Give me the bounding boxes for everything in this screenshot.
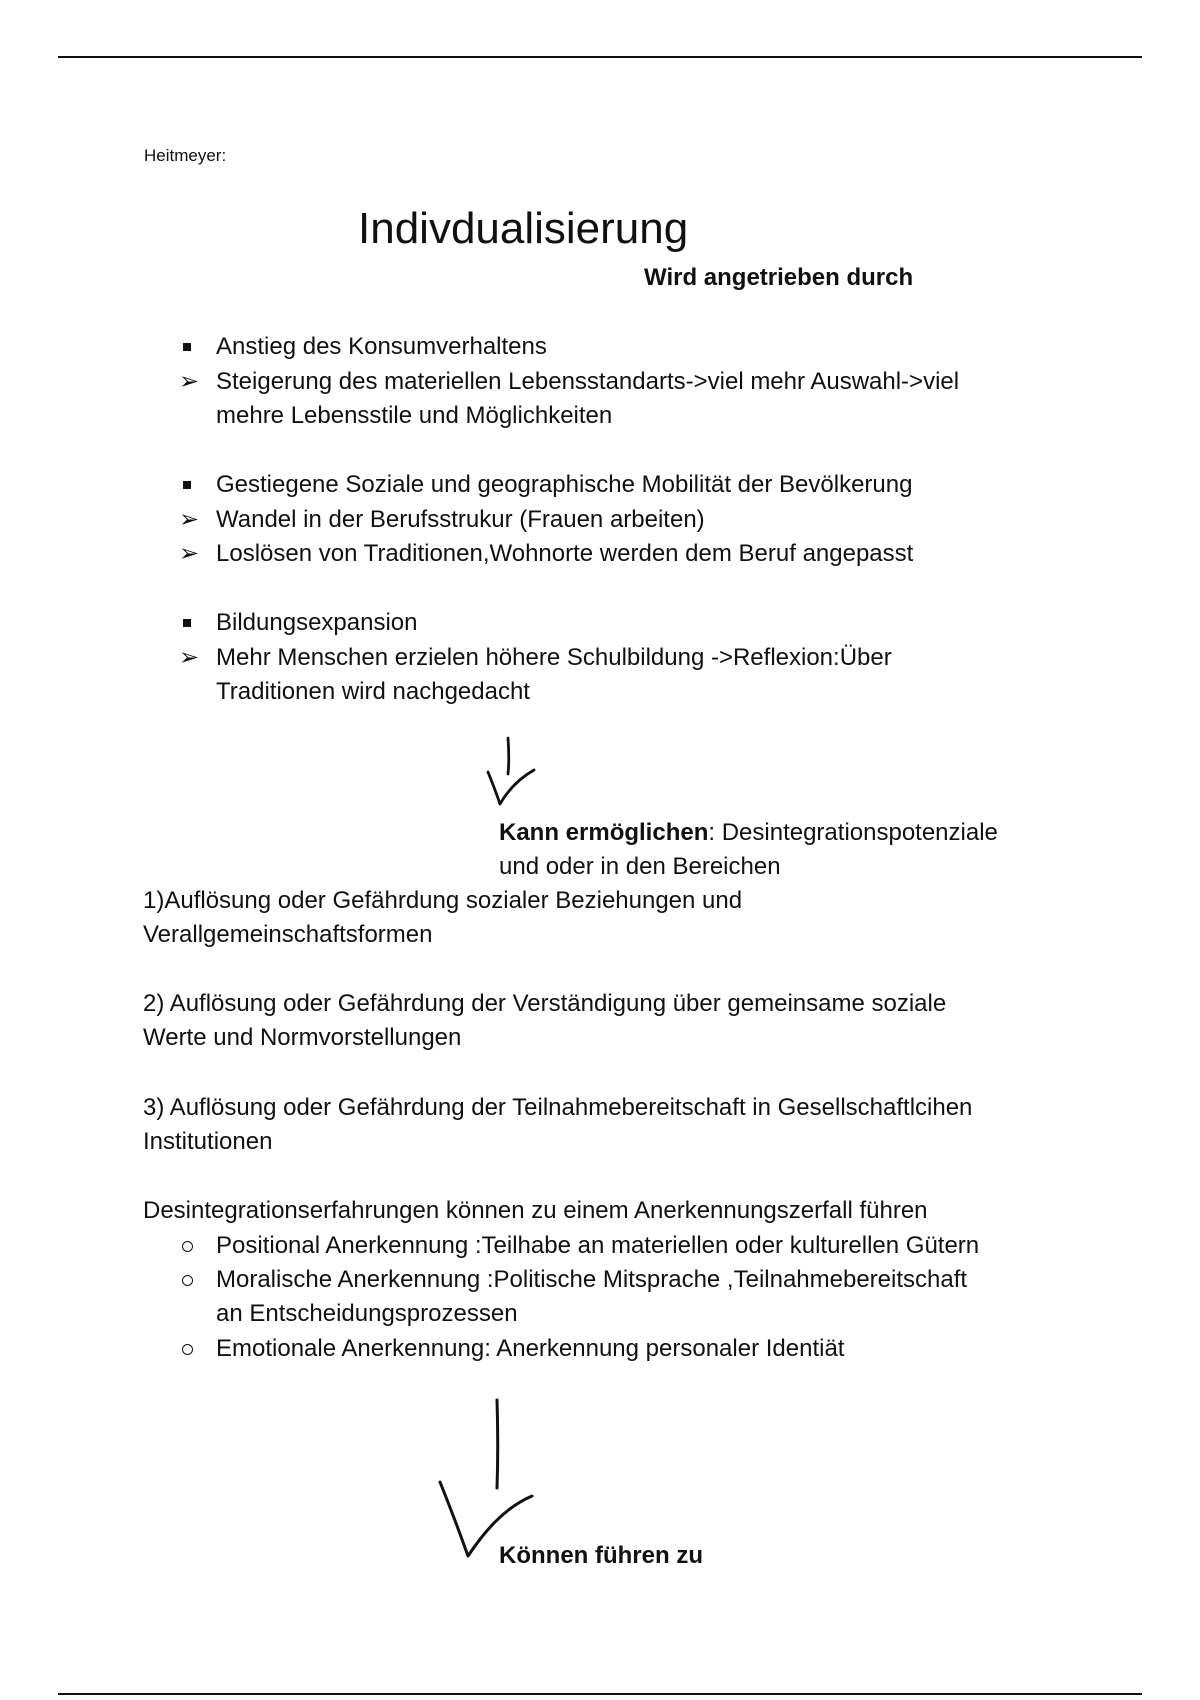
arrow-bullet-icon: ➢ (179, 644, 200, 671)
hand-drawn-down-arrow-icon (480, 734, 550, 814)
top-rule (58, 56, 1142, 58)
arrow-bullet-icon: ➢ (179, 368, 200, 395)
recognition-item-line: an Entscheidungsprozessen (216, 1300, 518, 1327)
square-bullet-icon (183, 481, 191, 489)
conclusion-label: Können führen zu (499, 1542, 703, 1569)
driver-heading: Bildungsexpansion (216, 609, 418, 636)
driver-heading: Gestiegene Soziale und geographische Mobilität der Bevölkerung (216, 471, 913, 498)
enable-line-1 (499, 816, 998, 850)
driver-heading: Anstieg des Konsumverhaltens (216, 333, 547, 360)
recognition-item-line: Moralische Anerkennung :Politische Mitsprache ,Teilnahmebereitschaft (216, 1266, 968, 1293)
enable-text: : Desintegrationspotenziale (708, 819, 998, 846)
driver-detail-line: Steigerung des materiellen Lebensstandarts->viel mehr Auswahl->viel (216, 368, 960, 395)
circle-bullet-icon (182, 1344, 193, 1355)
arrow-bullet-icon: ➢ (179, 540, 200, 567)
square-bullet-icon (183, 343, 191, 351)
enable-label: Kann ermöglichen (499, 819, 709, 846)
area-line: 3) Auflösung oder Gefährdung der Teilnahmebereitschaft in Gesellschaftlcihen (143, 1094, 973, 1121)
driver-detail-line: mehre Lebensstile und Möglichkeiten (216, 402, 613, 429)
bottom-rule (58, 1693, 1142, 1695)
area-line: Werte und Normvorstellungen (143, 1024, 462, 1051)
driver-detail-line: Mehr Menschen erzielen höhere Schulbildung ->Reflexion:Über (216, 644, 892, 671)
area-line: 2) Auflösung oder Gefährdung der Verständigung über gemeinsame soziale (143, 990, 947, 1017)
arrow-bullet-icon: ➢ (179, 506, 200, 533)
square-bullet-icon (183, 619, 191, 627)
area-line: Institutionen (143, 1128, 273, 1155)
driver-detail-line: Loslösen von Traditionen,Wohnorte werden dem Beruf angepasst (216, 540, 914, 567)
page-title: Indivdualisierung (358, 204, 689, 253)
recognition-item-line: Positional Anerkennung :Teilhabe an materiellen oder kulturellen Gütern (216, 1232, 980, 1259)
hand-drawn-down-arrow-icon (434, 1392, 544, 1562)
circle-bullet-icon (182, 1275, 193, 1286)
enable-line-2: und oder in den Bereichen (499, 853, 781, 880)
recognition-intro: Desintegrationserfahrungen können zu einem Anerkennungszerfall führen (143, 1197, 928, 1224)
recognition-item-line: Emotionale Anerkennung: Anerkennung personaler Identiät (216, 1335, 845, 1362)
driver-detail-line: Wandel in der Berufsstrukur (Frauen arbeiten) (216, 506, 705, 533)
driver-detail-line: Traditionen wird nachgedacht (216, 678, 530, 705)
area-line: Verallgemeinschaftsformen (143, 921, 433, 948)
area-line: 1)Auflösung oder Gefährdung sozialer Beziehungen und (143, 887, 743, 914)
page-subtitle: Wird angetrieben durch (644, 264, 914, 291)
circle-bullet-icon (182, 1241, 193, 1252)
author-label: Heitmeyer: (144, 146, 227, 165)
